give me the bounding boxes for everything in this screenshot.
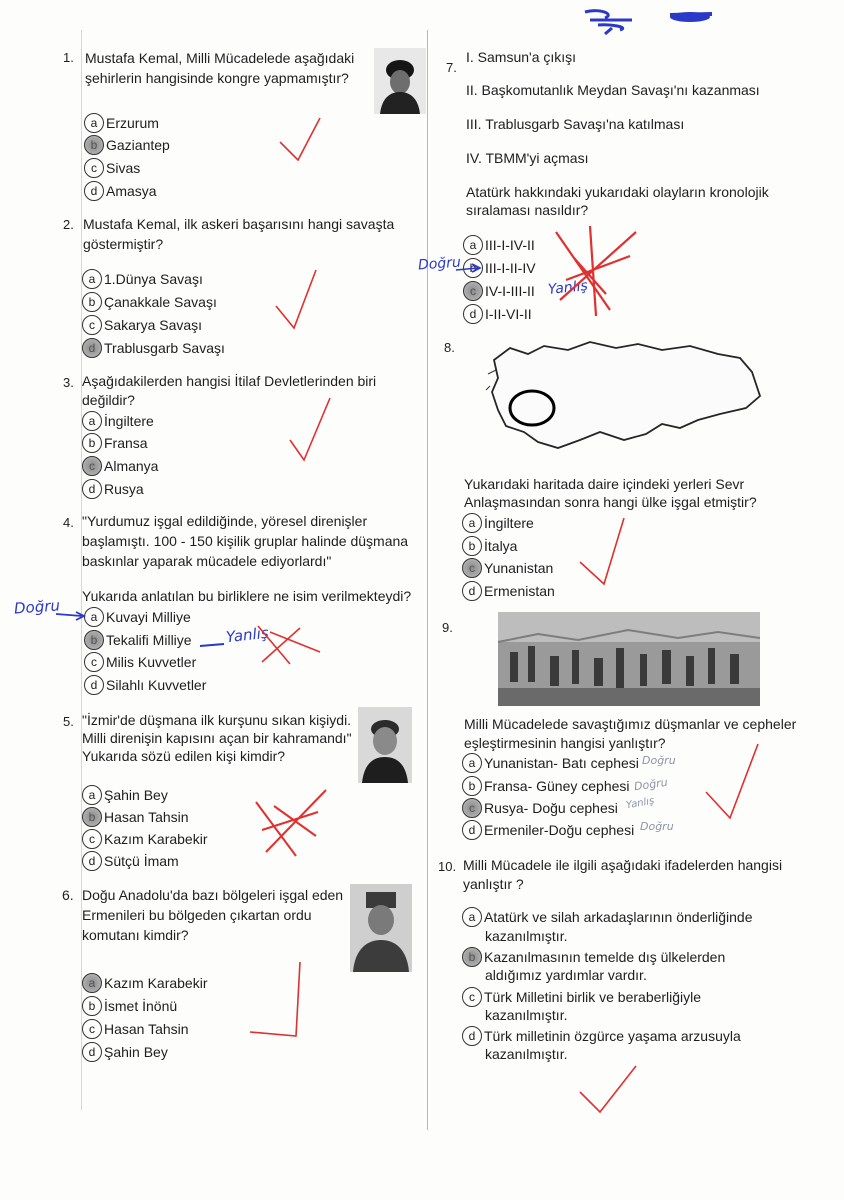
q6-text-line3: komutanı kimdir? <box>82 927 189 943</box>
q6-text-line1: Doğu Anadolu'da bazı bölgeleri işgal eden <box>82 887 344 903</box>
q5-text-line1: "İzmir'de düşmana ilk kurşunu sıkan kişiydi. <box>82 712 352 728</box>
q4-question: Yukarıda anlatılan bu birliklere ne isim verilmekteydi? <box>82 588 412 604</box>
q9-option-d[interactable] <box>462 819 634 841</box>
q1-option-b-bubble[interactable]: b <box>84 135 104 155</box>
q7-statement-4: IV. TBMM'yi açması <box>466 150 589 166</box>
q8-option-b[interactable] <box>462 535 517 557</box>
q3-number: 3. <box>63 375 74 390</box>
q2-option-b[interactable] <box>82 291 217 313</box>
q1-text-line2: şehirlerin hangisinde kongre yapmamıştır? <box>85 70 349 86</box>
q2-option-a-bubble[interactable]: a <box>82 269 102 289</box>
q9-option-c-bubble[interactable]: c <box>462 798 482 818</box>
q3-option-a-text: İngiltere <box>104 413 154 429</box>
q9-option-a-text: Yunanistan- Batı cephesi <box>484 755 639 771</box>
q5-text-line2: Milli direnişin kapısını açan bir kahramandı" <box>82 730 352 746</box>
q4-option-c-text: Milis Kuvvetler <box>106 654 197 670</box>
q8-option-d-text: Ermenistan <box>484 583 555 599</box>
q9-d-note: Doğru <box>640 820 674 833</box>
q5-cross-mark <box>256 790 326 856</box>
q8-check-mark <box>580 518 624 584</box>
q9-option-c-text: Rusya- Doğu cephesi <box>484 800 618 816</box>
q7-question-line1: Atatürk hakkındaki yukarıdaki olayların kronolojik <box>466 184 769 200</box>
q2-option-c-bubble[interactable]: c <box>82 315 102 335</box>
q2-option-a[interactable] <box>82 268 203 290</box>
q1-option-b-text: Gaziantep <box>106 137 170 153</box>
q9-option-b[interactable] <box>462 775 630 797</box>
q3-option-b-text: Fransa <box>104 435 148 451</box>
q3-option-b[interactable] <box>82 432 148 454</box>
q1-option-d-bubble[interactable]: d <box>84 181 104 201</box>
q6-option-c-text: Hasan Tahsin <box>104 1021 189 1037</box>
q1-option-a-text: Erzurum <box>106 115 159 131</box>
q9-option-a[interactable] <box>462 752 639 774</box>
q1-text-line1: Mustafa Kemal, Milli Mücadelede aşağıdaki <box>85 50 355 66</box>
q2-option-b-bubble[interactable]: b <box>82 292 102 312</box>
q4-option-a-text: Kuvayi Milliye <box>106 609 191 625</box>
q10-text-line1: Milli Mücadele ile ilgili aşağıdaki ifadelerden hangisi <box>463 857 783 873</box>
q7-option-a-bubble[interactable]: a <box>463 235 483 255</box>
q5-option-a-bubble[interactable]: a <box>82 785 102 805</box>
q1-option-a[interactable] <box>84 112 159 134</box>
q5-option-d[interactable] <box>82 850 179 872</box>
q6-text-line2: Ermenileri bu bölgeden çıkartan ordu <box>82 907 312 923</box>
q5-option-a[interactable] <box>82 784 168 806</box>
q2-text-line1: Mustafa Kemal, ilk askeri başarısını hangi savaşta <box>83 216 395 232</box>
q8-option-a-bubble[interactable]: a <box>462 513 482 533</box>
q9-option-d-bubble[interactable]: d <box>462 820 482 840</box>
q6-option-b[interactable] <box>82 995 177 1017</box>
q9-b-note: Doğru <box>633 775 669 794</box>
q10-option-a-text-cont: kazanılmıştır. <box>485 928 568 944</box>
q7-option-c[interactable] <box>463 280 535 302</box>
q3-option-b-bubble[interactable]: b <box>82 433 102 453</box>
q8-option-c[interactable] <box>462 557 553 579</box>
q9-a-note: Doğru <box>642 754 676 767</box>
q6-option-d-text: Şahin Bey <box>104 1044 168 1060</box>
q1-option-c[interactable] <box>84 157 140 179</box>
q2-text-line2: göstermiştir? <box>83 236 164 252</box>
q3-option-a-bubble[interactable]: a <box>82 411 102 431</box>
q7-option-d[interactable] <box>463 303 532 325</box>
q1-number: 1. <box>63 50 74 65</box>
q4-wrong-note: Yanlış <box>225 623 270 647</box>
q7-cross-mark <box>556 226 636 316</box>
q6-check-mark <box>250 962 300 1036</box>
q3-option-d-text: Rusya <box>104 481 144 497</box>
q1-option-a-bubble[interactable]: a <box>84 113 104 133</box>
q4-option-d[interactable] <box>84 674 206 696</box>
q3-option-c-bubble[interactable]: c <box>82 456 102 476</box>
q6-option-a-bubble[interactable]: a <box>82 973 102 993</box>
q4-option-a[interactable] <box>84 606 191 628</box>
q10-option-a-text: Atatürk ve silah arkadaşlarının önderliğinde <box>484 909 753 925</box>
q7-option-d-text: I-II-VI-II <box>485 306 532 322</box>
q9-check-mark <box>706 744 758 818</box>
q8-option-d[interactable] <box>462 580 555 602</box>
q10-option-a-bubble[interactable]: a <box>462 907 482 927</box>
q4-text-line1: "Yurdumuz işgal edildiğinde, yöresel direnişler <box>82 513 368 529</box>
q6-option-a[interactable] <box>82 972 207 994</box>
q7-statement-3: III. Trablusgarb Savaşı'na katılması <box>466 116 685 132</box>
q7-option-b[interactable] <box>463 257 536 279</box>
q10-option-c-text: Türk Milletini birlik ve beraberliğiyle <box>484 989 702 1005</box>
q5-option-c[interactable] <box>82 828 207 850</box>
q7-statement-1: I. Samsun'a çıkışı <box>466 49 577 65</box>
q6-option-d[interactable] <box>82 1041 168 1063</box>
q4-option-a-bubble[interactable]: a <box>84 607 104 627</box>
q10-option-d-text-cont: kazanılmıştır. <box>485 1046 568 1062</box>
q8-option-c-bubble[interactable]: c <box>462 558 482 578</box>
q3-option-c-text: Almanya <box>104 458 159 474</box>
q4-number: 4. <box>63 515 74 530</box>
q7-correct-note: Doğru <box>417 254 462 274</box>
q7-wrong-note: Yanlış <box>547 277 589 299</box>
q2-option-d-text: Trablusgarb Savaşı <box>104 340 225 356</box>
q8-number: 8. <box>444 340 455 355</box>
q9-battle-photo <box>498 612 760 706</box>
q1-option-c-bubble[interactable]: c <box>84 158 104 178</box>
q4-option-d-bubble[interactable]: d <box>84 675 104 695</box>
q2-number: 2. <box>63 217 74 232</box>
q9-option-b-text: Fransa- Güney cephesi <box>484 778 630 794</box>
q3-text-line1: Aşağıdakilerden hangisi İtilaf Devletlerinden biri <box>82 373 377 389</box>
q5-photo <box>358 707 412 783</box>
q9-number: 9. <box>442 620 453 635</box>
q2-option-c-text: Sakarya Savaşı <box>104 317 203 333</box>
q9-option-b-bubble[interactable]: b <box>462 776 482 796</box>
q4-option-d-text: Silahlı Kuvvetler <box>106 677 207 693</box>
q6-option-b-text: İsmet İnönü <box>104 998 178 1014</box>
q5-option-a-text: Şahin Bey <box>104 787 168 803</box>
q7-option-b-bubble[interactable]: b <box>463 258 483 278</box>
column-divider <box>427 30 428 1130</box>
q10-number: 10. <box>438 859 457 874</box>
q4-option-b-bubble[interactable]: b <box>84 630 104 650</box>
q6-option-a-text: Kazım Karabekir <box>104 975 208 991</box>
q8-option-b-bubble[interactable]: b <box>462 536 482 556</box>
q2-check-mark <box>276 270 316 328</box>
q8-option-d-bubble[interactable]: d <box>462 581 482 601</box>
q8-text-line1: Yukarıdaki haritada daire içindeki yerleri Sevr <box>464 476 745 492</box>
q9-c-note: Yanlış <box>625 795 656 812</box>
q1-option-c-text: Sivas <box>106 160 141 176</box>
q8-text-line2: Anlaşmasından sonra hangi ülke işgal etmiştir? <box>464 494 757 510</box>
q7-option-b-text: III-I-II-IV <box>485 260 536 276</box>
turkey-map <box>484 336 766 460</box>
q3-text-line2: değildir? <box>82 392 135 408</box>
q3-option-d-bubble[interactable]: d <box>82 479 102 499</box>
q1-photo <box>374 48 426 114</box>
q10-option-c-text-cont: kazanılmıştır. <box>485 1007 568 1023</box>
q5-option-b[interactable] <box>82 806 189 828</box>
q9-text-line2: eşleştirmesinin hangisi yanlıştır? <box>464 735 666 751</box>
q6-photo <box>350 884 412 972</box>
q5-option-d-bubble[interactable]: d <box>82 851 102 871</box>
q2-option-d[interactable] <box>82 337 225 359</box>
q5-option-d-text: Sütçü İmam <box>104 853 179 869</box>
q2-option-b-text: Çanakkale Savaşı <box>104 294 217 310</box>
q7-option-c-text: IV-I-III-II <box>485 283 535 299</box>
q1-option-d[interactable] <box>84 180 157 202</box>
q6-option-d-bubble[interactable]: d <box>82 1042 102 1062</box>
q3-check-mark <box>290 398 330 460</box>
q5-text-line3: Yukarıda sözü edilen kişi kimdir? <box>82 748 286 764</box>
q8-option-b-text: İtalya <box>484 538 518 554</box>
q1-check-mark <box>280 118 320 160</box>
q6-option-c-bubble[interactable]: c <box>82 1019 102 1039</box>
q9-option-a-bubble[interactable]: a <box>462 753 482 773</box>
q7-statement-2: II. Başkomutanlık Meydan Savaşı'nı kazanması <box>466 82 760 98</box>
q4-option-c[interactable] <box>84 651 196 673</box>
q4-wrong-dash <box>200 644 224 646</box>
q4-correct-note: Doğru <box>13 596 61 618</box>
q10-option-d-bubble[interactable]: d <box>462 1026 482 1046</box>
q5-option-b-text: Hasan Tahsin <box>104 809 189 825</box>
q5-number: 5. <box>63 714 74 729</box>
q6-number: 6. <box>62 887 74 903</box>
q7-option-a[interactable] <box>463 234 535 256</box>
q2-option-a-text: 1.Dünya Savaşı <box>104 271 203 287</box>
q9-option-c[interactable] <box>462 797 618 819</box>
q2-option-c[interactable] <box>82 314 202 336</box>
q3-option-a[interactable] <box>82 410 154 432</box>
q7-option-a-text: III-I-IV-II <box>485 237 535 253</box>
q10-option-a[interactable] <box>462 906 753 928</box>
q3-option-c[interactable] <box>82 455 158 477</box>
q5-option-b-bubble[interactable]: b <box>82 807 102 827</box>
q10-option-c-bubble[interactable]: c <box>462 987 482 1007</box>
q5-option-c-bubble[interactable]: c <box>82 829 102 849</box>
q4-option-b-text: Tekalifi Milliye <box>106 632 192 648</box>
q1-option-b[interactable] <box>84 134 170 156</box>
q7-number: 7. <box>446 60 457 75</box>
q6-option-c[interactable] <box>82 1018 189 1040</box>
q7-option-c-bubble[interactable]: c <box>463 281 483 301</box>
q1-option-d-text: Amasya <box>106 183 157 199</box>
q8-option-a-text: İngiltere <box>484 515 534 531</box>
q9-text-line1: Milli Mücadelede savaştığımız düşmanlar ve cepheler <box>464 716 797 732</box>
q7-option-d-bubble[interactable]: d <box>463 304 483 324</box>
q2-option-d-bubble[interactable]: d <box>82 338 102 358</box>
q10-option-b-text-cont: aldığımız yardımlar vardır. <box>485 967 647 983</box>
q7-question-line2: sıralaması nasıldır? <box>466 202 589 218</box>
q5-option-c-text: Kazım Karabekir <box>104 831 208 847</box>
q10-option-b-text: Kazanılmasının temelde dış ülkelerden <box>484 949 726 965</box>
q4-option-b[interactable] <box>84 629 192 651</box>
q4-text-line2: başlamıştı. 100 - 150 kişilik gruplar halinde düşmana <box>82 533 409 549</box>
q4-text-line3: baskınlar yaparak mücadele ediyorlardı" <box>82 553 332 569</box>
q6-option-b-bubble[interactable]: b <box>82 996 102 1016</box>
q10-text-line2: yanlıştır ? <box>463 876 524 892</box>
q4-option-c-bubble[interactable]: c <box>84 652 104 672</box>
q9-option-d-text: Ermeniler-Doğu cephesi <box>484 822 635 838</box>
q8-option-c-text: Yunanistan <box>484 560 554 576</box>
q8-option-a[interactable] <box>462 512 534 534</box>
q10-check-mark <box>580 1066 636 1112</box>
q3-option-d[interactable] <box>82 478 144 500</box>
q10-option-d-text: Türk milletinin özgürce yaşama arzusuyla <box>484 1028 741 1044</box>
q10-option-b-bubble[interactable]: b <box>462 947 482 967</box>
